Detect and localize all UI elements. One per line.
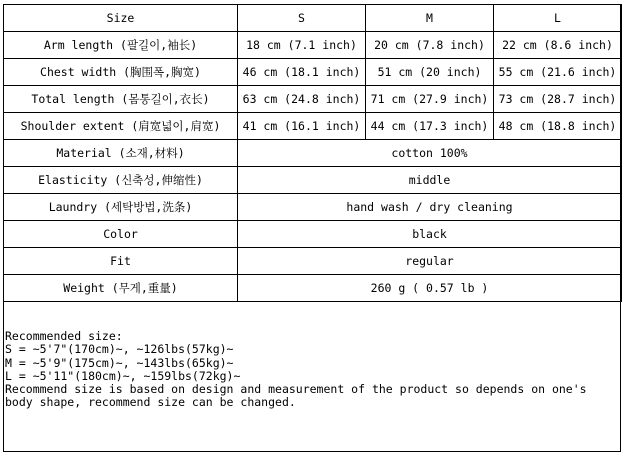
row-label: Material (소재,材料) xyxy=(4,140,238,167)
size-chart-table xyxy=(3,4,622,302)
note-line: S = ~5'7"(170cm)~, ~126lbs(57kg)~ xyxy=(5,342,234,357)
row-label: Elasticity (신축성,伸缩性) xyxy=(4,167,238,194)
notes-heading: Recommended size: xyxy=(5,329,123,343)
row-label: Fit xyxy=(4,248,238,275)
size-value: 20 cm (7.8 inch) xyxy=(366,32,494,59)
table-row xyxy=(4,221,622,248)
table-row xyxy=(4,140,622,167)
note-line: M = ~5'9"(175cm)~, ~143lbs(65kg)~ xyxy=(5,355,234,370)
table-row xyxy=(4,194,622,221)
row-label: Weight (무게,重量) xyxy=(4,275,238,302)
size-value: 63 cm (24.8 inch) xyxy=(238,86,366,113)
table-row xyxy=(4,113,622,140)
size-value: 48 cm (18.8 inch) xyxy=(494,113,622,140)
table-row xyxy=(4,59,622,86)
row-label: Total length (몸통길이,衣长) xyxy=(4,86,238,113)
table-row xyxy=(4,167,622,194)
row-label: Shoulder extent (肩宽넓이,肩宽) xyxy=(4,113,238,140)
table-row xyxy=(4,248,622,275)
table-row xyxy=(4,86,622,113)
size-value: 73 cm (28.7 inch) xyxy=(494,86,622,113)
info-value: cotton 100% xyxy=(238,140,622,167)
table-row xyxy=(4,275,622,302)
info-value: regular xyxy=(238,248,622,275)
size-chart-sheet xyxy=(3,4,621,452)
info-value: hand wash / dry cleaning xyxy=(238,194,622,221)
header-cell: Size xyxy=(4,5,238,32)
size-value: 18 cm (7.1 inch) xyxy=(238,32,366,59)
header-row xyxy=(4,5,622,32)
size-value: 41 cm (16.1 inch) xyxy=(238,113,366,140)
row-label: Color xyxy=(4,221,238,248)
size-value: 55 cm (21.6 inch) xyxy=(494,59,622,86)
note-line: L = ~5'11"(180cm)~, ~159lbs(72kg)~ xyxy=(5,368,241,383)
info-value: middle xyxy=(238,167,622,194)
row-label: Arm length (팔길이,袖长) xyxy=(4,32,238,59)
size-value: 71 cm (27.9 inch) xyxy=(366,86,494,113)
info-value: 260 g ( 0.57 lb ) xyxy=(238,275,622,302)
size-value: 46 cm (18.1 inch) xyxy=(238,59,366,86)
recommended-size-notes xyxy=(5,330,587,410)
note-line: Recommend size is based on design and measurement of the product so depends on one's xyxy=(5,382,587,397)
size-value: 44 cm (17.3 inch) xyxy=(366,113,494,140)
size-value: 22 cm (8.6 inch) xyxy=(494,32,622,59)
table-row xyxy=(4,32,622,59)
info-value: black xyxy=(238,221,622,248)
header-cell: L xyxy=(494,5,622,32)
header-cell: M xyxy=(366,5,494,32)
size-value: 51 cm (20 inch) xyxy=(366,59,494,86)
row-label: Chest width (胸围폭,胸宽) xyxy=(4,59,238,86)
row-label: Laundry (세탁방법,洗条) xyxy=(4,194,238,221)
note-line: body shape, recommend size can be changed. xyxy=(5,395,296,410)
header-cell: S xyxy=(238,5,366,32)
